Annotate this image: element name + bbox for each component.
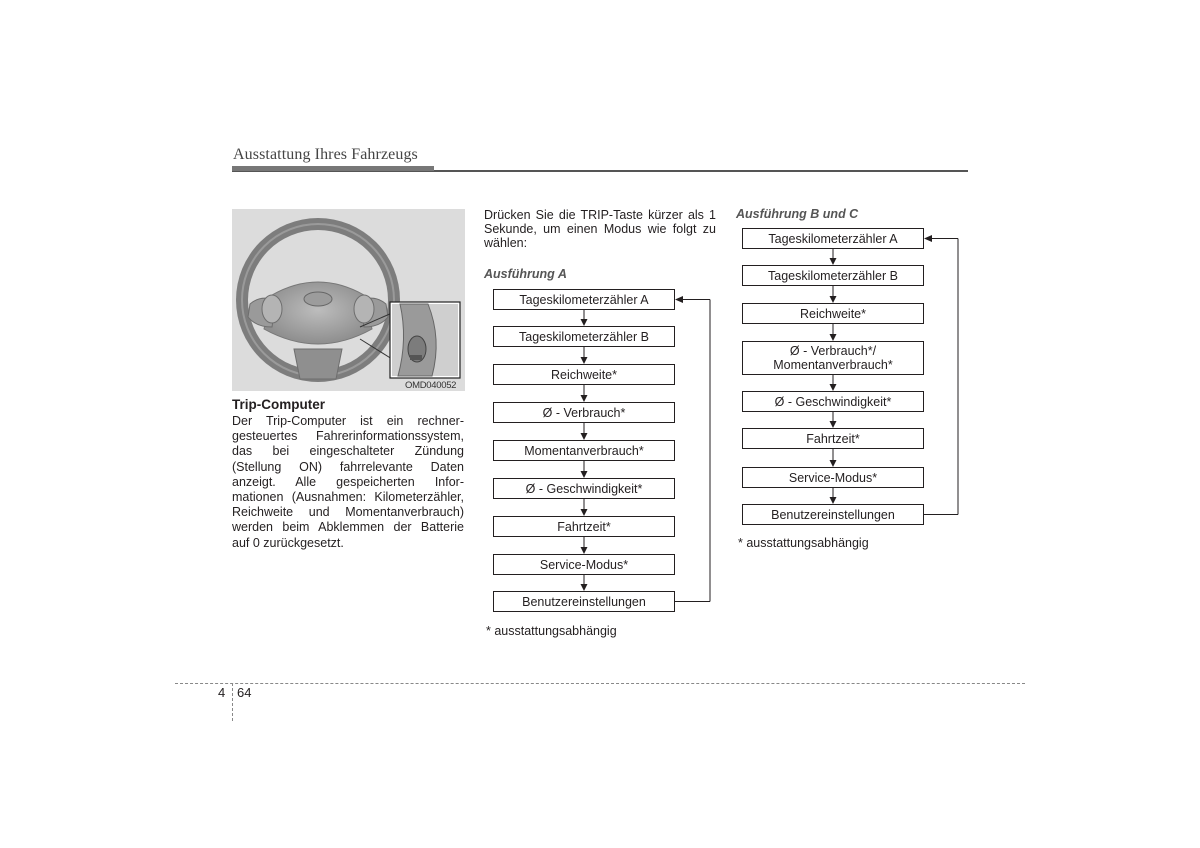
arrowhead xyxy=(830,334,837,341)
flow-step: Ø - Verbrauch* xyxy=(493,402,675,423)
flow-step: Fahrtzeit* xyxy=(742,428,924,449)
body-line: Der Trip-Computer ist ein rechner- xyxy=(232,414,464,428)
body-line: auf 0 zurückgesetzt. xyxy=(232,535,344,550)
arrowhead xyxy=(675,296,683,303)
intro-paragraph xyxy=(484,208,716,251)
intro-line: Drücken Sie die TRIP-Taste kürzer als 1 xyxy=(484,208,716,222)
page-header-title: Ausstattung Ihres Fahrzeugs xyxy=(233,146,418,163)
arrowhead xyxy=(581,471,588,478)
arrowhead xyxy=(581,584,588,591)
variant-bc-heading: Ausführung B und C xyxy=(736,207,859,221)
arrowhead xyxy=(830,421,837,428)
figure-code: OMD040052 xyxy=(405,380,457,391)
flow-step: Tageskilometerzähler B xyxy=(742,265,924,286)
body-line: werden beim Abklemmen der Batterie xyxy=(232,520,464,535)
flow-step: Ø - Geschwindigkeit* xyxy=(742,391,924,412)
flow-step: Ø - Geschwindigkeit* xyxy=(493,478,675,499)
flow-step: Tageskilometerzähler A xyxy=(493,289,675,310)
body-line: Reichweite und Momentanverbrauch) xyxy=(232,505,464,520)
body-line: anzeigt. Alle gespeicherten Infor- xyxy=(232,474,464,489)
body-line: das bei eingeschalteter Zündung xyxy=(232,444,464,459)
chapter-number: 4 xyxy=(218,685,226,700)
flow-step: Service-Modus* xyxy=(742,467,924,488)
arrowhead xyxy=(581,547,588,554)
variant-a-heading: Ausführung A xyxy=(484,267,567,281)
arrowhead xyxy=(581,509,588,516)
flow-step: Tageskilometerzähler B xyxy=(493,326,675,347)
arrowhead xyxy=(581,357,588,364)
intro-line: Sekunde, um einen Modus wie folgt zu xyxy=(484,222,716,237)
body-line: mationen (Ausnahmen: Kilometerzähler, xyxy=(232,490,464,505)
section-heading: Trip-Computer xyxy=(232,397,325,412)
header-accent-bar xyxy=(232,166,434,171)
arrowhead xyxy=(924,235,932,242)
variant-bc-footnote: * ausstattungsabhängig xyxy=(738,536,869,550)
arrowhead xyxy=(581,433,588,440)
arrowhead xyxy=(830,258,837,265)
steering-wheel-figure xyxy=(232,209,465,391)
flow-step: Benutzereinstellungen xyxy=(493,591,675,612)
footer-dashed-rule xyxy=(175,683,1025,684)
flow-step: Momentanverbrauch* xyxy=(493,440,675,461)
section-body xyxy=(232,414,464,551)
page-number: 64 xyxy=(237,685,252,700)
arrowhead xyxy=(830,460,837,467)
steering-wheel-illustration xyxy=(232,209,465,391)
flow-step: Tageskilometerzähler A xyxy=(742,228,924,249)
arrowhead xyxy=(830,384,837,391)
flow-step: Reichweite* xyxy=(493,364,675,385)
body-line: (Stellung ON) fahrrelevante Daten xyxy=(232,459,464,474)
intro-line: wählen: xyxy=(484,236,528,251)
arrowhead xyxy=(830,296,837,303)
flow-step: Fahrtzeit* xyxy=(493,516,675,537)
arrowhead xyxy=(830,497,837,504)
variant-a-footnote: * ausstattungsabhängig xyxy=(486,624,617,638)
flow-step: Reichweite* xyxy=(742,303,924,324)
arrowhead xyxy=(581,395,588,402)
arrowhead xyxy=(581,319,588,326)
flow-step: Benutzereinstellungen xyxy=(742,504,924,525)
footer-vertical-rule xyxy=(232,683,233,721)
body-line: gesteuertes Fahrerinformationssystem, xyxy=(232,429,464,444)
flow-step: Ø - Verbrauch*/ Momentanverbrauch* xyxy=(742,341,924,375)
flow-step: Service-Modus* xyxy=(493,554,675,575)
